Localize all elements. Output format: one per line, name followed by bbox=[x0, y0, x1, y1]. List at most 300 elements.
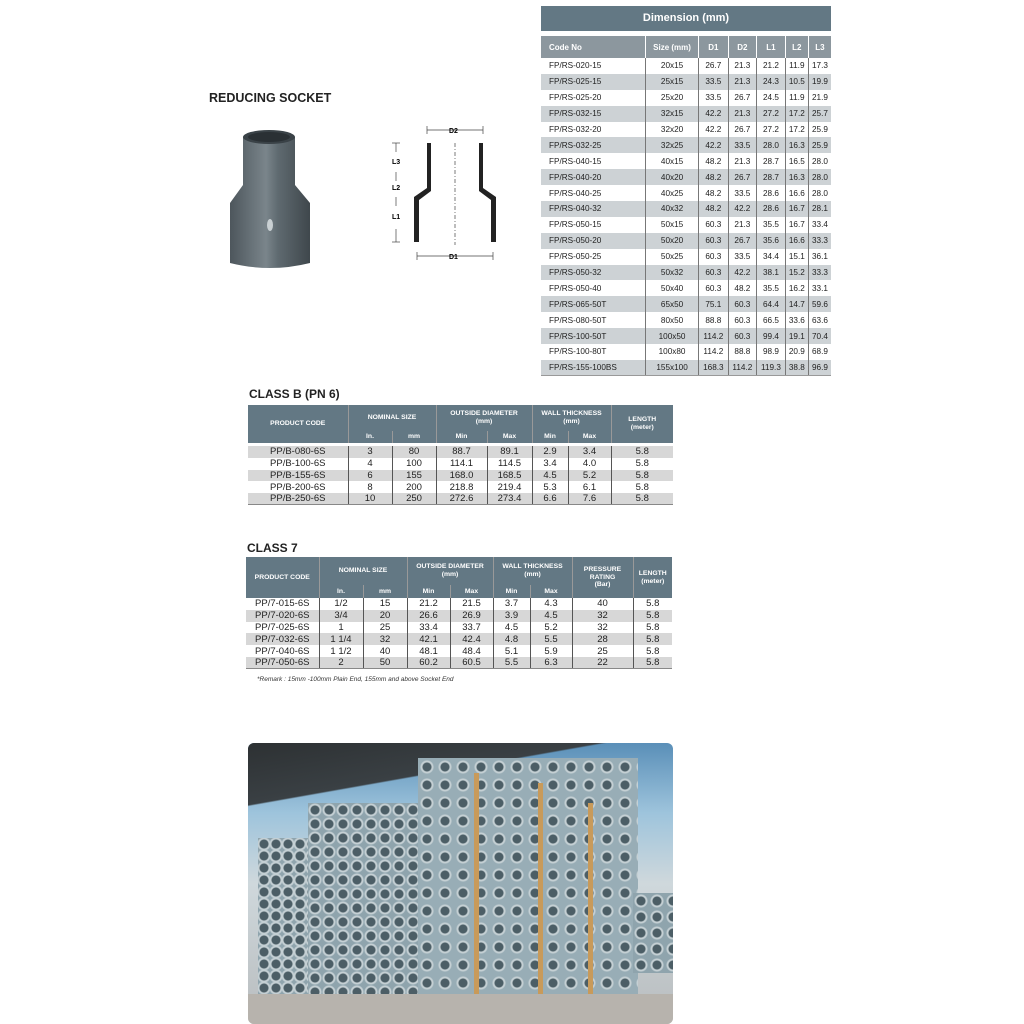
table-cell: 16.5 bbox=[785, 153, 808, 169]
table-cell: 19.9 bbox=[808, 74, 831, 90]
table-cell: 168.3 bbox=[699, 360, 728, 376]
remark: *Remark : 15mm -100mm Plain End, 155mm and above Socket End bbox=[257, 676, 454, 683]
table-cell: FP/RS-032-20 bbox=[549, 125, 602, 134]
table-cell: 200 bbox=[392, 481, 436, 493]
table-cell: 25.9 bbox=[808, 122, 831, 138]
table-cell: 3 bbox=[348, 446, 392, 458]
header-length bbox=[611, 405, 673, 443]
table-cell: FP/RS-050-20 bbox=[541, 233, 646, 249]
table-cell: 5.8 bbox=[611, 458, 673, 470]
table-cell: 21.5 bbox=[450, 598, 493, 610]
table-cell: 80x50 bbox=[646, 312, 699, 328]
table-cell: 11.9 bbox=[785, 90, 808, 106]
table-cell: 21.3 bbox=[728, 58, 757, 74]
table-cell: FP/RS-025-15 bbox=[541, 74, 646, 90]
table-cell: 26.7 bbox=[728, 169, 757, 185]
table-cell: 48.4 bbox=[450, 645, 493, 657]
table-cell: 4.5 bbox=[532, 470, 568, 482]
table-row bbox=[541, 312, 831, 328]
table-cell: 35.5 bbox=[757, 217, 786, 233]
table-cell: 88.7 bbox=[436, 446, 487, 458]
table-cell: 100x50 bbox=[646, 328, 699, 344]
header-nominal-size: NOMINAL SIZE bbox=[319, 557, 407, 585]
table-cell: PP/7-032-6S bbox=[246, 633, 319, 645]
dimension-table bbox=[541, 6, 831, 376]
table-cell: FP/RS-050-40 bbox=[549, 283, 602, 293]
table-row bbox=[541, 217, 831, 233]
table-cell: 42.2 bbox=[699, 106, 728, 122]
table-cell: 6 bbox=[348, 470, 392, 482]
table-row bbox=[541, 233, 831, 249]
table-cell: 33.1 bbox=[808, 280, 831, 296]
table-cell: 3/4 bbox=[319, 610, 363, 622]
table-row bbox=[541, 344, 831, 360]
table-cell: 25x15 bbox=[646, 74, 699, 90]
table-cell: 100x80 bbox=[646, 344, 699, 360]
table-cell: 114.2 bbox=[728, 360, 757, 376]
table-cell: PP/B-250-6S bbox=[248, 493, 348, 505]
table-cell: 32 bbox=[572, 610, 633, 622]
table-row bbox=[248, 481, 673, 493]
table-cell: 32 bbox=[363, 633, 407, 645]
length-label: LENGTH bbox=[628, 416, 657, 424]
table-cell: 2 bbox=[319, 657, 363, 669]
table-cell: 65x50 bbox=[646, 296, 699, 312]
l2-label: L2 bbox=[392, 185, 401, 192]
table-cell: 273.4 bbox=[487, 493, 532, 505]
table-cell: 15.1 bbox=[785, 249, 808, 265]
table-cell: 5.5 bbox=[493, 657, 530, 669]
header-outside-diameter bbox=[436, 405, 532, 431]
table-cell: 4 bbox=[348, 458, 392, 470]
table-cell: 32x20 bbox=[646, 122, 699, 138]
header-length bbox=[633, 557, 672, 598]
dimension-header: D2 bbox=[728, 36, 757, 58]
od-label: OUTSIDE DIAMETER bbox=[450, 410, 518, 418]
table-cell: 50 bbox=[363, 657, 407, 669]
table-row bbox=[541, 360, 831, 376]
table-cell: 59.6 bbox=[808, 296, 831, 312]
table-row bbox=[248, 458, 673, 470]
reducing-socket-photo bbox=[225, 125, 315, 270]
table-cell: 42.2 bbox=[699, 137, 728, 153]
table-row bbox=[541, 296, 831, 312]
table-cell: 50x32 bbox=[646, 265, 699, 281]
table-cell: 16.3 bbox=[785, 137, 808, 153]
table-cell: 28.7 bbox=[757, 153, 786, 169]
table-cell: 26.9 bbox=[450, 610, 493, 622]
table-cell: 70.4 bbox=[808, 328, 831, 344]
table-row bbox=[541, 106, 831, 122]
table-cell: FP/RS-040-25 bbox=[549, 188, 602, 198]
table-cell: 48.2 bbox=[699, 185, 728, 201]
table-cell: 2.9 bbox=[532, 446, 568, 458]
table-cell: 26.7 bbox=[728, 233, 757, 249]
sub-max: Max bbox=[450, 585, 493, 598]
wt-unit: (mm) bbox=[524, 571, 541, 578]
table-cell: 5.1 bbox=[493, 645, 530, 657]
sub-min: Min bbox=[493, 585, 530, 598]
table-cell: 28.0 bbox=[757, 137, 786, 153]
pipe-stack-photo bbox=[248, 743, 673, 1024]
table-cell: 28.6 bbox=[757, 201, 786, 217]
od-unit: (mm) bbox=[441, 571, 459, 578]
table-cell: 10 bbox=[348, 493, 392, 505]
sub-min: Min bbox=[532, 431, 568, 443]
length-label: LENGTH bbox=[638, 569, 667, 577]
table-cell: 40x20 bbox=[646, 169, 699, 185]
table-cell: 5.2 bbox=[530, 622, 572, 634]
table-cell: 26.7 bbox=[728, 122, 757, 138]
table-cell: 32x25 bbox=[646, 137, 699, 153]
sub-mm: mm bbox=[392, 431, 436, 443]
table-row bbox=[541, 58, 831, 74]
table-cell: 15.2 bbox=[785, 265, 808, 281]
pressure-label: PRESSURE RATING bbox=[583, 565, 622, 581]
table-cell: 3.4 bbox=[532, 458, 568, 470]
table-cell: 33.6 bbox=[785, 312, 808, 328]
table-cell: 21.3 bbox=[728, 217, 757, 233]
dimension-header: L1 bbox=[757, 36, 786, 58]
header-product-code: PRODUCT CODE bbox=[246, 557, 319, 598]
table-cell: 20 bbox=[363, 610, 407, 622]
table-cell: 88.8 bbox=[728, 344, 757, 360]
length-unit: (meter) bbox=[630, 424, 654, 431]
table-cell: 14.7 bbox=[785, 296, 808, 312]
table-cell: FP/RS-040-32 bbox=[541, 201, 646, 217]
table-cell: 38.1 bbox=[757, 265, 786, 281]
table-cell: 99.4 bbox=[757, 328, 786, 344]
table-cell: 17.2 bbox=[785, 106, 808, 122]
table-cell: FP/RS-080-50T bbox=[549, 315, 607, 325]
table-cell: 5.8 bbox=[633, 610, 672, 622]
table-cell: 17.3 bbox=[808, 58, 831, 74]
table-row bbox=[541, 265, 831, 281]
sub-max: Max bbox=[487, 431, 532, 443]
table-row bbox=[248, 470, 673, 482]
table-cell: 24.3 bbox=[757, 74, 786, 90]
table-cell: 28.0 bbox=[808, 169, 831, 185]
table-cell: 16.7 bbox=[785, 217, 808, 233]
table-cell: 33.3 bbox=[808, 233, 831, 249]
table-cell: 28.0 bbox=[808, 185, 831, 201]
class-b-table bbox=[248, 405, 673, 505]
table-cell: 25.7 bbox=[808, 106, 831, 122]
table-cell: 5.8 bbox=[633, 645, 672, 657]
table-cell: 11.9 bbox=[785, 58, 808, 74]
table-cell: FP/RS-050-32 bbox=[541, 265, 646, 281]
table-cell: PP/7-025-6S bbox=[255, 621, 310, 633]
table-cell: 42.4 bbox=[450, 633, 493, 645]
table-cell: 219.4 bbox=[487, 481, 532, 493]
table-cell: 38.8 bbox=[785, 360, 808, 376]
table-row bbox=[541, 249, 831, 265]
table-cell: FP/RS-100-50T bbox=[541, 328, 646, 344]
table-cell: 10.5 bbox=[785, 74, 808, 90]
table-row bbox=[541, 280, 831, 296]
table-cell: FP/RS-032-25 bbox=[541, 137, 646, 153]
table-cell: 40 bbox=[363, 645, 407, 657]
table-cell: 1 1/4 bbox=[319, 633, 363, 645]
table-cell: 5.9 bbox=[530, 645, 572, 657]
wt-label: WALL THICKNESS bbox=[541, 410, 602, 418]
table-row bbox=[246, 645, 672, 657]
table-cell: 33.5 bbox=[728, 249, 757, 265]
table-cell: 168.5 bbox=[487, 470, 532, 482]
length-unit: (meter) bbox=[641, 577, 665, 585]
table-cell: 26.7 bbox=[699, 58, 728, 74]
table-cell: 3.9 bbox=[493, 610, 530, 622]
table-cell: 16.3 bbox=[785, 169, 808, 185]
table-row bbox=[541, 169, 831, 185]
od-label: OUTSIDE DIAMETER bbox=[416, 563, 484, 571]
table-cell: 155x100 bbox=[646, 360, 699, 376]
table-cell: 272.6 bbox=[436, 493, 487, 505]
table-cell: 24.5 bbox=[757, 90, 786, 106]
table-cell: 114.2 bbox=[699, 344, 728, 360]
table-cell: 4.0 bbox=[568, 458, 611, 470]
table-cell: 50x15 bbox=[646, 217, 699, 233]
table-cell: 114.1 bbox=[436, 458, 487, 470]
class-7-table bbox=[246, 557, 672, 669]
table-cell: 5.3 bbox=[532, 481, 568, 493]
table-cell: 68.9 bbox=[808, 344, 831, 360]
table-cell: 16.2 bbox=[785, 280, 808, 296]
table-cell: 1/2 bbox=[319, 598, 363, 610]
table-row bbox=[246, 598, 672, 610]
table-cell: 60.3 bbox=[699, 280, 728, 296]
table-row bbox=[246, 610, 672, 622]
table-cell: 40x25 bbox=[646, 185, 699, 201]
table-cell: 28.7 bbox=[757, 169, 786, 185]
table-cell: 3.4 bbox=[568, 446, 611, 458]
table-cell: 40 bbox=[572, 598, 633, 610]
header-pressure bbox=[572, 557, 633, 598]
header-wall-thickness bbox=[532, 405, 611, 431]
d1-label: D1 bbox=[449, 254, 458, 261]
table-cell: 19.1 bbox=[785, 328, 808, 344]
table-cell: 80 bbox=[392, 446, 436, 458]
table-cell: PP/B-155-6S bbox=[248, 470, 348, 482]
table-cell: 60.5 bbox=[450, 657, 493, 669]
table-cell: 60.3 bbox=[699, 249, 728, 265]
sub-mm: mm bbox=[363, 585, 407, 598]
table-cell: FP/RS-050-15 bbox=[549, 220, 602, 230]
table-cell: 7.6 bbox=[568, 493, 611, 505]
table-cell: 60.3 bbox=[728, 312, 757, 328]
table-cell: 60.2 bbox=[407, 657, 450, 669]
table-cell: 25x20 bbox=[646, 90, 699, 106]
table-cell: 5.5 bbox=[530, 633, 572, 645]
table-cell: 60.3 bbox=[699, 233, 728, 249]
table-cell: 1 bbox=[319, 622, 363, 634]
sub-max: Max bbox=[530, 585, 572, 598]
table-cell: 42.2 bbox=[728, 201, 757, 217]
table-row bbox=[246, 622, 672, 634]
table-cell: 26.7 bbox=[728, 90, 757, 106]
table-cell: 218.8 bbox=[436, 481, 487, 493]
table-cell: 16.6 bbox=[785, 233, 808, 249]
table-cell: 33.5 bbox=[728, 137, 757, 153]
table-cell: FP/RS-032-15 bbox=[541, 106, 646, 122]
table-cell: 5.8 bbox=[633, 633, 672, 645]
header-wall-thickness bbox=[493, 557, 572, 585]
sub-min: Min bbox=[407, 585, 450, 598]
table-cell: 89.1 bbox=[487, 446, 532, 458]
table-cell: 33.7 bbox=[450, 622, 493, 634]
table-cell: 35.5 bbox=[757, 280, 786, 296]
table-cell: PP/B-080-6S bbox=[248, 446, 348, 458]
table-cell: 6.6 bbox=[532, 493, 568, 505]
table-cell: 32 bbox=[572, 622, 633, 634]
table-cell: 16.7 bbox=[785, 201, 808, 217]
table-cell: 42.1 bbox=[407, 633, 450, 645]
table-cell: 21.3 bbox=[728, 74, 757, 90]
table-cell: 48.1 bbox=[407, 645, 450, 657]
table-row bbox=[246, 633, 672, 645]
table-cell: 32x15 bbox=[646, 106, 699, 122]
table-cell: 21.2 bbox=[757, 58, 786, 74]
header-nominal-size: NOMINAL SIZE bbox=[348, 405, 436, 431]
sub-min: Min bbox=[436, 431, 487, 443]
header-product-code: PRODUCT CODE bbox=[248, 405, 348, 443]
sub-in: In. bbox=[319, 585, 363, 598]
table-cell: FP/RS-065-50T bbox=[541, 296, 646, 312]
table-cell: 50x20 bbox=[646, 233, 699, 249]
table-cell: 33.4 bbox=[808, 217, 831, 233]
table-cell: 21.3 bbox=[728, 106, 757, 122]
table-cell: 42.2 bbox=[728, 265, 757, 281]
table-cell: 42.2 bbox=[699, 122, 728, 138]
table-cell: 1 1/2 bbox=[319, 645, 363, 657]
table-cell: PP/7-050-6S bbox=[246, 657, 319, 669]
table-cell: 25 bbox=[363, 622, 407, 634]
table-cell: 5.8 bbox=[611, 481, 673, 493]
table-cell: 34.4 bbox=[757, 249, 786, 265]
table-cell: 28.6 bbox=[757, 185, 786, 201]
pressure-unit: (Bar) bbox=[594, 581, 611, 589]
dimension-header: L3 bbox=[808, 36, 831, 58]
od-unit: (mm) bbox=[475, 418, 493, 425]
class-b-title: CLASS B (PN 6) bbox=[249, 387, 340, 401]
table-row bbox=[541, 185, 831, 201]
table-cell: 25.9 bbox=[808, 137, 831, 153]
table-cell: 5.8 bbox=[611, 446, 673, 458]
table-cell: FP/RS-020-15 bbox=[549, 61, 602, 71]
table-cell: 21.9 bbox=[808, 90, 831, 106]
reducing-socket-title: REDUCING SOCKET bbox=[209, 91, 332, 105]
table-cell: 50x25 bbox=[646, 249, 699, 265]
table-cell: 75.1 bbox=[699, 296, 728, 312]
table-cell: 5.8 bbox=[633, 622, 672, 634]
table-cell: FP/RS-100-80T bbox=[549, 347, 607, 357]
table-cell: FP/RS-155-100BS bbox=[541, 360, 646, 376]
reducing-socket-diagram bbox=[385, 125, 505, 265]
table-cell: 8 bbox=[348, 481, 392, 493]
table-cell: 15 bbox=[363, 598, 407, 610]
table-cell: 119.3 bbox=[757, 360, 786, 376]
table-cell: 27.2 bbox=[757, 122, 786, 138]
table-cell: 6.3 bbox=[530, 657, 572, 669]
dimension-table-title: Dimension (mm) bbox=[541, 6, 831, 31]
table-cell: 5.8 bbox=[633, 657, 672, 669]
dimension-header: Size (mm) bbox=[646, 36, 699, 58]
table-cell: 21.3 bbox=[728, 153, 757, 169]
table-row bbox=[541, 153, 831, 169]
table-row bbox=[541, 328, 831, 344]
table-cell: 4.3 bbox=[530, 598, 572, 610]
table-cell: 60.3 bbox=[699, 265, 728, 281]
table-cell: 168.0 bbox=[436, 470, 487, 482]
l1-label: L1 bbox=[392, 214, 401, 221]
class-7-title: CLASS 7 bbox=[247, 541, 298, 555]
table-cell: 40x15 bbox=[646, 153, 699, 169]
header-outside-diameter bbox=[407, 557, 493, 585]
table-cell: 33.5 bbox=[699, 90, 728, 106]
table-cell: 100 bbox=[392, 458, 436, 470]
d2-label: D2 bbox=[449, 128, 458, 135]
table-cell: 22 bbox=[572, 657, 633, 669]
table-cell: FP/RS-040-15 bbox=[549, 156, 602, 166]
table-cell: 33.4 bbox=[407, 622, 450, 634]
table-row bbox=[541, 74, 831, 90]
sub-max: Max bbox=[568, 431, 611, 443]
table-cell: 33.5 bbox=[728, 185, 757, 201]
table-cell: 26.6 bbox=[407, 610, 450, 622]
table-cell: 28.0 bbox=[808, 153, 831, 169]
table-cell: 48.2 bbox=[699, 153, 728, 169]
table-cell: 88.8 bbox=[699, 312, 728, 328]
table-cell: 20x15 bbox=[646, 58, 699, 74]
table-row bbox=[541, 90, 831, 106]
dimension-header: D1 bbox=[699, 36, 728, 58]
table-cell: 36.1 bbox=[808, 249, 831, 265]
table-cell: 3.7 bbox=[493, 598, 530, 610]
table-row bbox=[541, 137, 831, 153]
table-cell: 27.2 bbox=[757, 106, 786, 122]
wt-label: WALL THICKNESS bbox=[502, 563, 563, 571]
table-cell: 5.8 bbox=[611, 470, 673, 482]
table-row bbox=[541, 122, 831, 138]
table-cell: 17.2 bbox=[785, 122, 808, 138]
table-cell: 28 bbox=[572, 633, 633, 645]
table-cell: 114.5 bbox=[487, 458, 532, 470]
table-cell: 33.5 bbox=[699, 74, 728, 90]
table-cell: 4.8 bbox=[493, 633, 530, 645]
table-row bbox=[248, 493, 673, 505]
table-cell: 155 bbox=[392, 470, 436, 482]
table-cell: FP/RS-050-25 bbox=[549, 252, 602, 262]
table-cell: 60.3 bbox=[728, 296, 757, 312]
table-row bbox=[541, 201, 831, 217]
table-cell: PP/7-040-6S bbox=[255, 645, 310, 657]
table-cell: PP/7-020-6S bbox=[246, 610, 319, 622]
table-row bbox=[246, 657, 672, 669]
table-cell: 60.3 bbox=[699, 217, 728, 233]
table-cell: 96.9 bbox=[808, 360, 831, 376]
dimension-header: L2 bbox=[785, 36, 808, 58]
dimension-header: Code No bbox=[541, 36, 646, 58]
table-cell: 50x40 bbox=[646, 280, 699, 296]
table-cell: 25 bbox=[572, 645, 633, 657]
table-cell: 48.2 bbox=[699, 169, 728, 185]
table-row bbox=[248, 446, 673, 458]
table-cell: 48.2 bbox=[728, 280, 757, 296]
table-cell: 5.2 bbox=[568, 470, 611, 482]
table-cell: 5.8 bbox=[611, 493, 673, 505]
table-cell: 16.6 bbox=[785, 185, 808, 201]
sub-in: In. bbox=[348, 431, 392, 443]
